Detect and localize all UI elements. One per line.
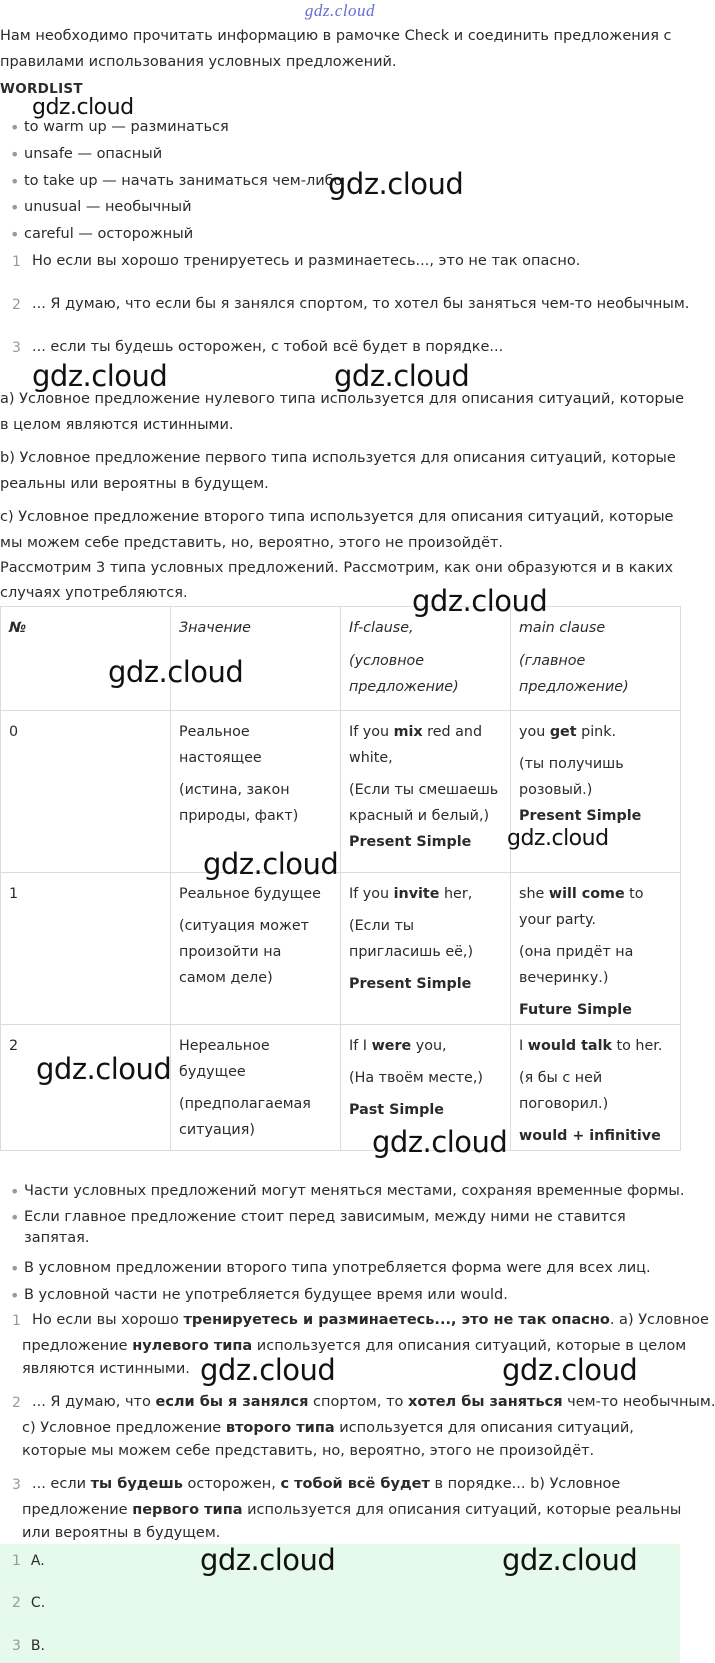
wordlist-item: careful — осторожный — [24, 226, 194, 242]
rule-c-line-2: мы можем себе представить, но, вероятно, этого не произойдёт. — [0, 535, 504, 551]
row-if-clause: If I were you, (На твоём месте,) Past Simple — [341, 1025, 511, 1151]
wordlist-item: unusual — необычный — [24, 199, 192, 215]
explanation-line: Но если вы хорошо тренируетесь и разминаетесь..., это не так опасно. a) Условное — [32, 1312, 709, 1328]
sentence-number: 2 — [12, 297, 21, 313]
watermark: gdz.cloud — [32, 95, 134, 120]
watermark: gdz.cloud — [32, 359, 168, 393]
sentence-number: 1 — [12, 254, 21, 270]
row-number: 0 — [1, 711, 171, 873]
review-line-1: Рассмотрим 3 типа условных предложений. Рассмотрим, как они образуются и в каких — [0, 560, 674, 576]
row-meaning: Реальное настоящее (истина, закон природы, факт) — [171, 711, 341, 873]
wordlist-title: WORDLIST — [0, 81, 83, 97]
table-header-row — [1, 607, 681, 711]
sentence-number: 3 — [12, 340, 21, 356]
note-text: В условной части не употребляется будущее время или would. — [24, 1287, 508, 1303]
row-if-clause: If you invite her, (Если ты пригласишь её,) Present Simple — [341, 873, 511, 1025]
header-number: № — [1, 607, 171, 711]
watermark: gdz.cloud — [108, 655, 244, 689]
wordlist-item: to take up — начать заниматься чем-либо — [24, 173, 343, 189]
rule-b-line-2: реальны или вероятны в будущем. — [0, 476, 269, 492]
answer-row: 3 B. — [12, 1638, 45, 1654]
rule-a-line-1: a) Условное предложение нулевого типа используется для описания ситуаций, которые — [0, 391, 685, 407]
rule-b-line-1: b) Условное предложение первого типа используется для описания ситуаций, которые — [0, 450, 676, 466]
bullet-icon: • — [10, 1286, 20, 1305]
tense-label: Future Simple — [519, 1002, 632, 1018]
bullet-icon: • — [10, 1208, 20, 1227]
table-row — [1, 873, 681, 1025]
watermark: gdz.cloud — [502, 1353, 638, 1387]
bullet-icon: • — [10, 118, 20, 137]
watermark: gdz.cloud — [412, 584, 548, 618]
rule-a-line-2: в целом являются истинными. — [0, 417, 234, 433]
explanation-line: являются истинными. — [22, 1361, 190, 1377]
bullet-icon: • — [10, 1182, 20, 1201]
wordlist-item: to warm up — разминаться — [24, 119, 229, 135]
bullet-icon: • — [10, 145, 20, 164]
explanation-line: предложение первого типа используется для описания ситуаций, которые реальны — [22, 1502, 682, 1518]
header-if-clause: If-clause, (условное предложение) — [341, 607, 511, 711]
watermark: gdz.cloud — [36, 1052, 172, 1086]
tense-label: Past Simple — [349, 1102, 444, 1118]
explanation-line: предложение нулевого типа используется для описания ситуаций, которые в целом — [22, 1338, 687, 1354]
watermark: gdz.cloud — [200, 1543, 336, 1577]
explanation-line: c) Условное предложение второго типа используется для описания ситуаций, — [22, 1420, 634, 1436]
tense-label: would + infinitive — [519, 1128, 661, 1144]
explanation-number: 2 — [12, 1395, 21, 1411]
sentence-text: ... Я думаю, что если бы я занялся спортом, то хотел бы заняться чем-то необычным. — [32, 296, 690, 312]
row-number: 1 — [1, 873, 171, 1025]
explanation-line: ... Я думаю, что если бы я занялся спортом, то хотел бы заняться чем-то необычным. — [32, 1394, 715, 1410]
row-meaning: Нереальное будущее (предполагаемая ситуация) — [171, 1025, 341, 1151]
table-row — [1, 1025, 681, 1151]
watermark: gdz.cloud — [200, 1353, 336, 1387]
bullet-icon: • — [10, 172, 20, 191]
watermark: gdz.cloud — [334, 359, 470, 393]
intro-line-1: Нам необходимо прочитать информацию в рамочке Check и соединить предложения с — [0, 28, 672, 44]
note-text: Если главное предложение стоит перед зависимым, между ними не ставится — [24, 1209, 626, 1225]
tense-label: Present Simple — [519, 808, 642, 824]
row-main-clause: you get pink. (ты получишь розовый.) Present Simple — [511, 711, 681, 873]
watermark: gdz.cloud — [372, 1125, 508, 1159]
sentence-text: ... если ты будешь осторожен, с тобой всё будет в порядке... — [32, 339, 504, 355]
review-line-2: случаях употребляются. — [0, 585, 188, 601]
bullet-icon: • — [10, 198, 20, 217]
row-meaning: Реальное будущее (ситуация может произойти на самом деле) — [171, 873, 341, 1025]
header-meaning: Значение — [171, 607, 341, 711]
bullet-icon: • — [10, 1259, 20, 1278]
site-logo[interactable]: gdz.cloud — [304, 1, 376, 20]
note-text: В условном предложении второго типа употребляется форма were для всех лиц. — [24, 1260, 651, 1276]
row-main-clause: I would talk to her. (я бы с ней поговорил.) would + infinitive — [511, 1025, 681, 1151]
tense-label: Present Simple — [349, 834, 472, 850]
watermark: gdz.cloud — [328, 167, 464, 201]
row-main-clause: she will come to your party. (она придёт на вечеринку.) Future Simple — [511, 873, 681, 1025]
row-number: 2 — [1, 1025, 171, 1151]
explanation-line: которые мы можем себе представить, но, вероятно, этого не произойдёт. — [22, 1443, 595, 1459]
intro-line-2: правилами использования условных предложений. — [0, 54, 397, 70]
bullet-icon: • — [10, 225, 20, 244]
explanation-line: ... если ты будешь осторожен, с тобой всё будет в порядке... b) Условное — [32, 1476, 621, 1492]
watermark: gdz.cloud — [507, 826, 609, 851]
note-text: Части условных предложений могут меняться местами, сохраняя временные формы. — [24, 1183, 685, 1199]
answer-row: 1 A. — [12, 1553, 45, 1569]
header-main-clause: main clause (главное предложение) — [511, 607, 681, 711]
explanation-number: 1 — [12, 1313, 21, 1329]
tense-label: Present Simple — [349, 976, 472, 992]
explanation-number: 3 — [12, 1477, 21, 1493]
explanation-line: или вероятны в будущем. — [22, 1525, 221, 1541]
sentence-text: Но если вы хорошо тренируетесь и разминаетесь..., это не так опасно. — [32, 253, 581, 269]
wordlist-item: unsafe — опасный — [24, 146, 163, 162]
watermark: gdz.cloud — [502, 1543, 638, 1577]
rule-c-line-1: c) Условное предложение второго типа используется для описания ситуаций, которые — [0, 509, 674, 525]
row-if-clause: If you mix red and white, (Если ты смешаешь красный и белый,) Present Simple — [341, 711, 511, 873]
note-text: запятая. — [24, 1230, 90, 1246]
watermark: gdz.cloud — [203, 847, 339, 881]
answer-row: 2 C. — [12, 1595, 46, 1611]
